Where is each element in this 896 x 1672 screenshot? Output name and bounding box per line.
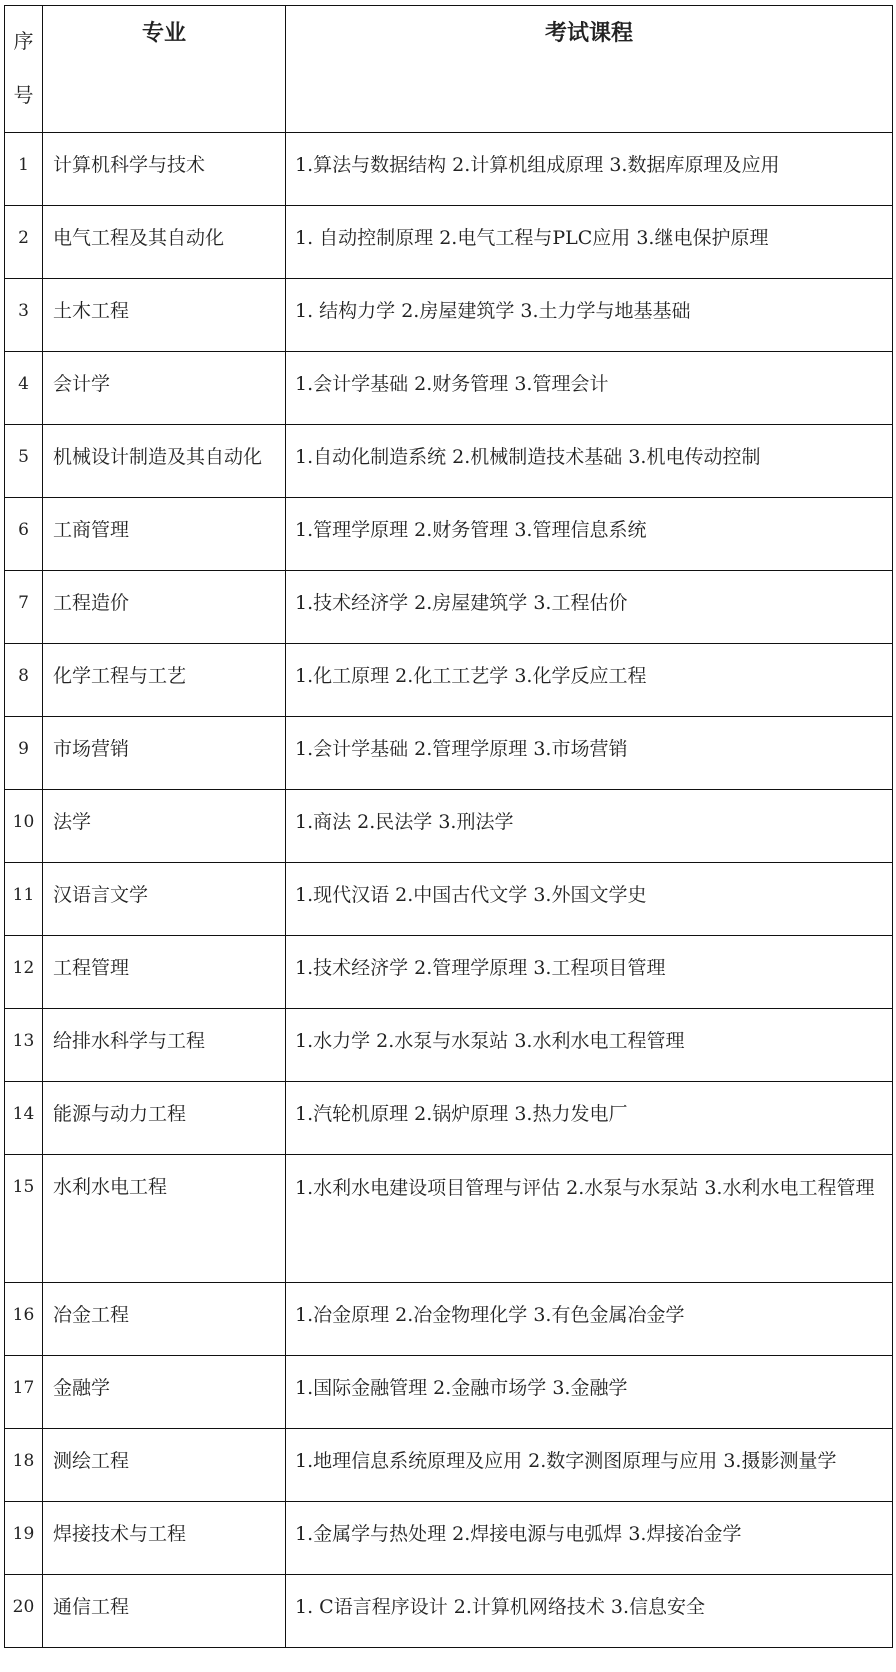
table-row bbox=[5, 863, 893, 936]
row-major: 汉语言文学 bbox=[43, 863, 286, 936]
row-courses: 1.国际金融管理 2.金融市场学 3.金融学 bbox=[286, 1356, 893, 1429]
row-number: 2 bbox=[5, 206, 43, 279]
row-courses: 1.管理学原理 2.财务管理 3.管理信息系统 bbox=[286, 498, 893, 571]
table-row bbox=[5, 425, 893, 498]
exam-courses-table bbox=[4, 5, 893, 1648]
table-row bbox=[5, 1283, 893, 1356]
header-major: 专业 bbox=[43, 6, 286, 133]
table-row bbox=[5, 498, 893, 571]
table-row bbox=[5, 717, 893, 790]
row-courses: 1.自动化制造系统 2.机械制造技术基础 3.机电传动控制 bbox=[286, 425, 893, 498]
row-major: 给排水科学与工程 bbox=[43, 1009, 286, 1082]
row-number: 12 bbox=[5, 936, 43, 1009]
table-row bbox=[5, 352, 893, 425]
table-row bbox=[5, 1429, 893, 1502]
row-number: 10 bbox=[5, 790, 43, 863]
table-row bbox=[5, 571, 893, 644]
row-courses: 1. 结构力学 2.房屋建筑学 3.土力学与地基基础 bbox=[286, 279, 893, 352]
header-courses: 考试课程 bbox=[286, 6, 893, 133]
row-courses: 1.水力学 2.水泵与水泵站 3.水利水电工程管理 bbox=[286, 1009, 893, 1082]
row-number: 11 bbox=[5, 863, 43, 936]
table-row bbox=[5, 279, 893, 352]
table-row bbox=[5, 206, 893, 279]
row-courses: 1.化工原理 2.化工工艺学 3.化学反应工程 bbox=[286, 644, 893, 717]
header-seq bbox=[5, 6, 43, 133]
header-seq-line2: 号 bbox=[13, 83, 34, 107]
table-row bbox=[5, 133, 893, 206]
row-courses: 1.技术经济学 2.管理学原理 3.工程项目管理 bbox=[286, 936, 893, 1009]
row-courses: 1.水利水电建设项目管理与评估 2.水泵与水泵站 3.水利水电工程管理 bbox=[286, 1155, 893, 1283]
table-row bbox=[5, 1009, 893, 1082]
row-number: 20 bbox=[5, 1575, 43, 1648]
row-courses: 1.现代汉语 2.中国古代文学 3.外国文学史 bbox=[286, 863, 893, 936]
row-number: 8 bbox=[5, 644, 43, 717]
table-row bbox=[5, 1502, 893, 1575]
row-courses: 1.会计学基础 2.财务管理 3.管理会计 bbox=[286, 352, 893, 425]
row-major: 工商管理 bbox=[43, 498, 286, 571]
row-number: 15 bbox=[5, 1155, 43, 1283]
table-row bbox=[5, 1575, 893, 1648]
row-number: 16 bbox=[5, 1283, 43, 1356]
header-seq-line1: 序 bbox=[13, 29, 34, 53]
row-courses: 1. 自动控制原理 2.电气工程与PLC应用 3.继电保护原理 bbox=[286, 206, 893, 279]
row-major: 水利水电工程 bbox=[43, 1155, 286, 1283]
row-courses: 1.汽轮机原理 2.锅炉原理 3.热力发电厂 bbox=[286, 1082, 893, 1155]
row-number: 4 bbox=[5, 352, 43, 425]
row-major: 工程造价 bbox=[43, 571, 286, 644]
row-courses: 1.金属学与热处理 2.焊接电源与电弧焊 3.焊接冶金学 bbox=[286, 1502, 893, 1575]
row-major: 金融学 bbox=[43, 1356, 286, 1429]
row-number: 9 bbox=[5, 717, 43, 790]
row-number: 19 bbox=[5, 1502, 43, 1575]
row-number: 5 bbox=[5, 425, 43, 498]
row-number: 13 bbox=[5, 1009, 43, 1082]
row-major: 化学工程与工艺 bbox=[43, 644, 286, 717]
row-courses: 1. C语言程序设计 2.计算机网络技术 3.信息安全 bbox=[286, 1575, 893, 1648]
row-major: 土木工程 bbox=[43, 279, 286, 352]
row-major: 法学 bbox=[43, 790, 286, 863]
row-major: 工程管理 bbox=[43, 936, 286, 1009]
row-major: 能源与动力工程 bbox=[43, 1082, 286, 1155]
row-major: 通信工程 bbox=[43, 1575, 286, 1648]
row-major: 电气工程及其自动化 bbox=[43, 206, 286, 279]
table-body bbox=[5, 133, 893, 1648]
table-row bbox=[5, 1155, 893, 1283]
table-row bbox=[5, 644, 893, 717]
row-major: 市场营销 bbox=[43, 717, 286, 790]
row-major: 测绘工程 bbox=[43, 1429, 286, 1502]
row-number: 17 bbox=[5, 1356, 43, 1429]
table-row bbox=[5, 1082, 893, 1155]
row-number: 7 bbox=[5, 571, 43, 644]
row-major: 冶金工程 bbox=[43, 1283, 286, 1356]
table-row bbox=[5, 1356, 893, 1429]
row-major: 焊接技术与工程 bbox=[43, 1502, 286, 1575]
table-row bbox=[5, 936, 893, 1009]
row-courses: 1.商法 2.民法学 3.刑法学 bbox=[286, 790, 893, 863]
row-courses: 1.地理信息系统原理及应用 2.数字测图原理与应用 3.摄影测量学 bbox=[286, 1429, 893, 1502]
row-number: 1 bbox=[5, 133, 43, 206]
row-courses: 1.算法与数据结构 2.计算机组成原理 3.数据库原理及应用 bbox=[286, 133, 893, 206]
row-major: 机械设计制造及其自动化 bbox=[43, 425, 286, 498]
row-number: 18 bbox=[5, 1429, 43, 1502]
table-row bbox=[5, 790, 893, 863]
row-courses: 1.技术经济学 2.房屋建筑学 3.工程估价 bbox=[286, 571, 893, 644]
row-number: 6 bbox=[5, 498, 43, 571]
row-courses: 1.冶金原理 2.冶金物理化学 3.有色金属冶金学 bbox=[286, 1283, 893, 1356]
row-number: 3 bbox=[5, 279, 43, 352]
table-header-row bbox=[5, 6, 893, 133]
row-courses: 1.会计学基础 2.管理学原理 3.市场营销 bbox=[286, 717, 893, 790]
row-number: 14 bbox=[5, 1082, 43, 1155]
row-major: 计算机科学与技术 bbox=[43, 133, 286, 206]
row-major: 会计学 bbox=[43, 352, 286, 425]
